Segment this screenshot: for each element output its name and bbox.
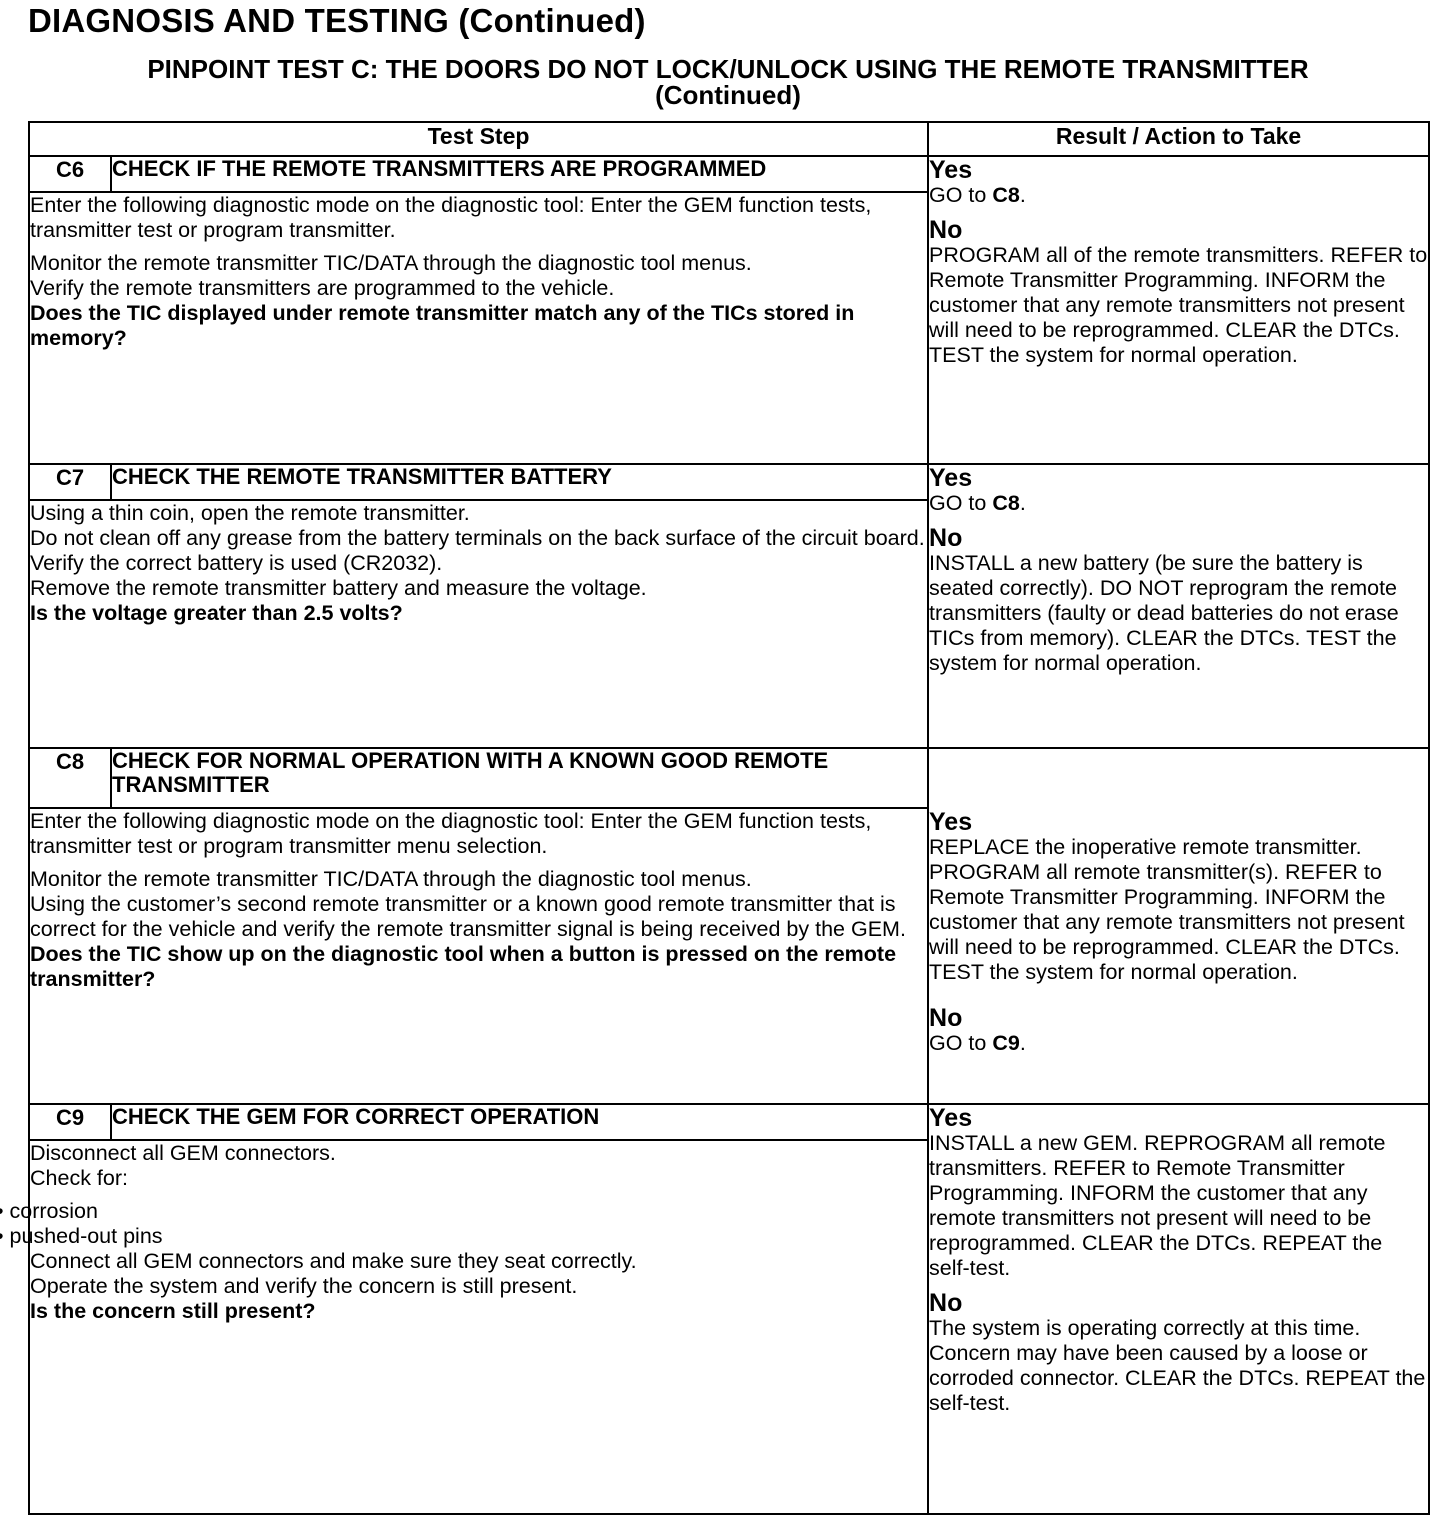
step-question: • Is the concern still present?: [30, 1299, 927, 1324]
pinpoint-test-subtitle: [28, 56, 1428, 108]
step-note: Monitor the remote transmitter TIC/DATA through the diagnostic tool menus.: [30, 251, 752, 275]
step-question: • Is the voltage greater than 2.5 volts?: [30, 601, 927, 626]
step-id-c9: C9: [29, 1104, 111, 1140]
step-id-c8: C8: [29, 748, 111, 808]
result-c6-yes-action: GO to C8.: [929, 183, 1026, 207]
no-label: No: [929, 524, 963, 552]
pinpoint-test-table: [9, 121, 1430, 1515]
header-result-action: Result / Action to Take: [928, 122, 1429, 156]
step-c7-title-row: [29, 464, 1429, 500]
list-item: • Connect all GEM connectors and make sure they seat correctly.: [30, 1249, 927, 1274]
step-c8-title-row: [29, 748, 1429, 808]
table-header-row: [29, 122, 1429, 156]
result-c8-no-action: GO to C9.: [929, 1031, 1026, 1055]
check-sublist: [0, 1199, 927, 1249]
no-label: No: [929, 216, 963, 244]
list-item: • Remove the remote transmitter battery and measure the voltage.: [30, 576, 927, 601]
result-c6: [928, 156, 1429, 464]
result-c8-yes-action: REPLACE the inoperative remote transmitter. PROGRAM all remote transmitter(s). REFER to Remote Transmitter Programming. INFORM the customer that any remote transmitters not present will need to be reprogrammed. CLEAR the DTCs. TEST the system for normal operation.: [929, 835, 1405, 984]
result-c9-no-action: The system is operating correctly at this time. Concern may have been caused by a loose or corroded connector. CLEAR the DTCs. REPEAT the self-test.: [929, 1316, 1426, 1415]
subtitle-line-1: PINPOINT TEST C: THE DOORS DO NOT LOCK/UNLOCK USING THE REMOTE TRANSMITTER: [147, 54, 1309, 84]
step-body-c8: [29, 808, 928, 1104]
list-item: • Verify the correct battery is used (CR2032).: [30, 551, 927, 576]
list-item: • Operate the system and verify the concern is still present.: [30, 1274, 927, 1299]
step-title-c6: CHECK IF THE REMOTE TRANSMITTERS ARE PROGRAMMED: [111, 156, 928, 192]
list-item: • Check for:: [30, 1166, 927, 1191]
page-title: DIAGNOSIS AND TESTING (Continued): [28, 2, 646, 39]
step-body-c6: [29, 192, 928, 464]
header-test-step: Test Step: [29, 122, 928, 156]
result-c7-yes-action: GO to C8.: [929, 491, 1026, 515]
yes-label: Yes: [929, 464, 973, 492]
list-item: • Do not clean off any grease from the battery terminals on the back surface of the circuit board.: [30, 526, 927, 551]
step-body-c7: [29, 500, 928, 748]
list-item: • Using the customer’s second remote transmitter or a known good remote transmitter that is correct for the vehicle and verify the remote transmitter signal is being received by the GEM.: [30, 892, 927, 942]
sub-list-item: • pushed-out pins: [0, 1224, 927, 1249]
step-c6-title-row: [29, 156, 1429, 192]
list-item: • Enter the following diagnostic mode on the diagnostic tool: Enter the GEM function tests, transmitter test or program transmitter.: [30, 193, 927, 243]
step-id-c7: C7: [29, 464, 111, 500]
list-item: • Enter the following diagnostic mode on the diagnostic tool: Enter the GEM function tests, transmitter test or program transmitter menu selection.: [30, 809, 927, 859]
sub-list-item: • corrosion: [0, 1199, 927, 1224]
result-c7: [928, 464, 1429, 748]
step-c9-title-row: [29, 1104, 1429, 1140]
no-label: No: [929, 1289, 963, 1317]
list-item: • Using a thin coin, open the remote transmitter.: [30, 501, 927, 526]
subtitle-line-2: (Continued): [655, 80, 801, 110]
yes-label: Yes: [929, 156, 973, 184]
yes-label: Yes: [929, 1104, 973, 1132]
no-label: No: [929, 1004, 963, 1032]
result-c9: [928, 1104, 1429, 1514]
result-c8: [928, 748, 1429, 1104]
step-title-c9: CHECK THE GEM FOR CORRECT OPERATION: [111, 1104, 928, 1140]
step-title-c7: CHECK THE REMOTE TRANSMITTER BATTERY: [111, 464, 928, 500]
step-id-c6: C6: [29, 156, 111, 192]
step-question: • Does the TIC displayed under remote transmitter match any of the TICs stored in memory?: [30, 301, 927, 351]
step-note: Monitor the remote transmitter TIC/DATA through the diagnostic tool menus.: [30, 867, 752, 891]
list-item: • Verify the remote transmitters are programmed to the vehicle.: [30, 276, 927, 301]
step-body-c9: [9, 1140, 928, 1514]
list-item: • Disconnect all GEM connectors.: [30, 1141, 927, 1166]
step-question: • Does the TIC show up on the diagnostic tool when a button is pressed on the remote transmitter?: [30, 942, 927, 992]
step-title-c8: CHECK FOR NORMAL OPERATION WITH A KNOWN GOOD REMOTE TRANSMITTER: [111, 748, 928, 808]
result-c9-yes-action: INSTALL a new GEM. REPROGRAM all remote transmitters. REFER to Remote Transmitter Programming. INFORM the customer that any remote transmitters not present will need to be reprogrammed. CLEAR the DTCs. REPEAT the self-test.: [929, 1131, 1386, 1280]
result-c6-no-action: PROGRAM all of the remote transmitters. REFER to Remote Transmitter Programming. INFORM the customer that any remote transmitters not present will need to be reprogrammed. CLEAR the DTCs. TEST the system for normal operation.: [929, 243, 1428, 367]
yes-label: Yes: [929, 808, 973, 836]
result-c7-no-action: INSTALL a new battery (be sure the battery is seated correctly). DO NOT reprogram the remote transmitters (faulty or dead batteries do not erase TICs from memory). CLEAR the DTCs. TEST the system for normal operation.: [929, 551, 1399, 675]
